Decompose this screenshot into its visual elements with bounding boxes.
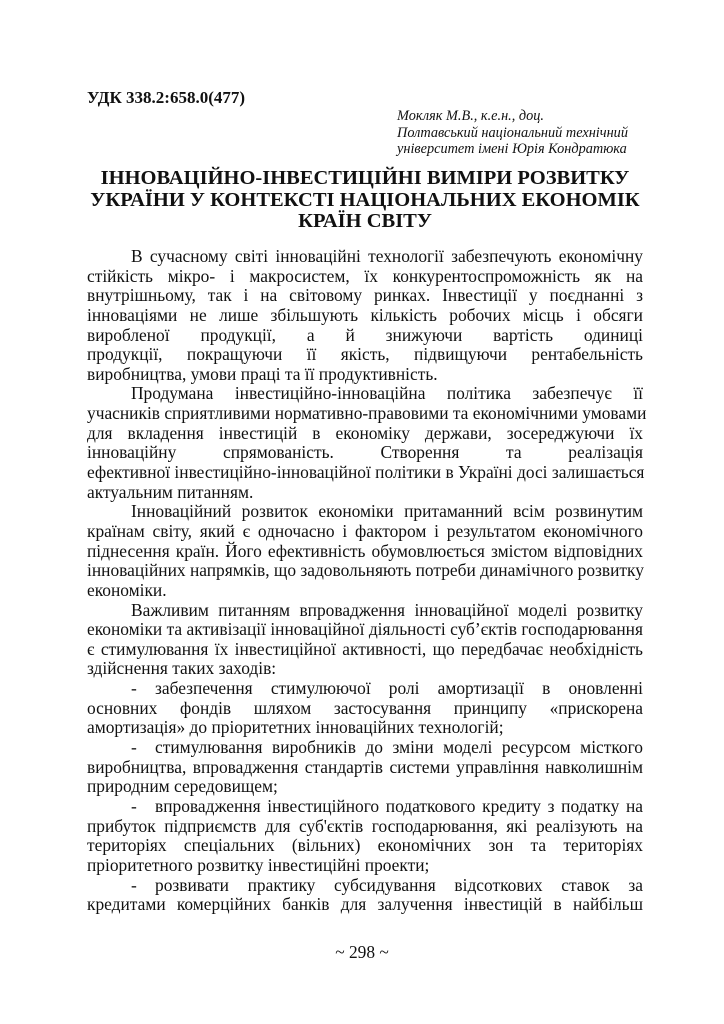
text-line: В сучасному світі інноваційні технології забезпечують економічну <box>131 246 643 266</box>
text-line: забезпечення стимулюючої ролі амортизації в оновленні <box>155 678 643 699</box>
list-dash-marker: - <box>131 795 137 816</box>
text-line: інноваціями не лише збільшують кількість робочих місць і обсяги <box>87 304 643 325</box>
text-line: амортизація» до пріоритетних інноваційних технологій; <box>87 717 504 738</box>
text-line: Інноваційний розвиток економіки притаманний всім розвинутим <box>131 501 643 522</box>
text-line: інноваційну спрямованість. Створення та реалізація <box>87 442 643 463</box>
text-line: піднесення країн. Його ефективність обумовлюється змістом відповідних <box>87 540 643 561</box>
author-block <box>397 108 628 158</box>
text-line: територіях спеціальних (вільних) економічних зон та територіях <box>87 835 643 856</box>
title-line: УКРАЇНИ У КОНТЕКСТІ НАЦІОНАЛЬНИХ ЕКОНОМІК <box>90 188 640 211</box>
text-line: економіки. <box>87 579 167 600</box>
text-line: для вкладення інвестицій в економіку держави, зосереджуючи їх <box>87 422 643 443</box>
text-line: виробленої продукції, а й знижуючи вартість одиниці <box>87 324 643 345</box>
title-line: ІННОВАЦІЙНО-ІНВЕСТИЦІЙНІ ВИМІРИ РОЗВИТКУ <box>100 167 630 189</box>
list-item <box>87 679 643 738</box>
article-title <box>87 168 643 233</box>
text-line: виробництва, впровадження стандартів системи управління навколишнім <box>87 756 643 777</box>
author-affiliation: університет імені Юрія Кондратюка <box>397 141 627 157</box>
text-line: пріоритетного розвитку інвестиційні проекти; <box>87 854 430 875</box>
text-line: здійснення таких заходів: <box>87 658 277 679</box>
text-line: Важливим питанням впровадження інноваційної моделі розвитку <box>131 599 643 620</box>
text-line: учасників сприятливими нормативно-правовими та економічними умовами <box>87 403 647 424</box>
article-body <box>87 246 647 915</box>
text-line: основних фондів шляхом застосування принципу «прискорена <box>87 697 643 718</box>
paragraph <box>87 247 643 384</box>
author-name: Мокляк М.В., к.е.н., доц. <box>397 108 545 124</box>
text-line: країнам світу, який є одночасно і фактором і результатом економічного <box>87 520 643 541</box>
author-affiliation: Полтавський національний технічний <box>397 124 628 141</box>
text-line: Продумана інвестиційно-інноваційна політика забезпечує її <box>131 383 643 404</box>
text-line: інноваційних напрямків, що задовольняють потреби динамічного розвитку <box>87 560 644 581</box>
list-item <box>87 797 643 876</box>
text-line: стійкість мікро- і макросистем, їх конкурентоспроможність як на <box>87 265 643 286</box>
text-line: прибуток підприємств для суб'єктів господарювання, які реалізують на <box>87 815 643 836</box>
text-line: розвивати практику субсидування відсоткових ставок за <box>155 874 643 895</box>
text-line: впровадження інвестиційного податкового кредиту з податку на <box>155 795 643 816</box>
paragraph <box>87 601 643 680</box>
udc-code: УДК 338.2:658.0(477) <box>87 88 246 107</box>
text-line: економіки та активізації інноваційної діяльності суб’єктів господарювання <box>87 619 643 640</box>
list-item <box>87 738 643 797</box>
text-line: виробництва, умови праці та її продуктивність. <box>87 363 438 384</box>
text-line: актуальним питанням. <box>87 481 254 502</box>
text-line: стимулювання виробників до зміни моделі ресурсом місткого <box>155 737 643 758</box>
list-dash-marker: - <box>131 678 137 699</box>
text-line: ефективної інвестиційно-інноваційної політики в Україні досі залишається <box>87 462 645 483</box>
list-item <box>87 876 643 915</box>
paragraph <box>87 383 647 502</box>
paragraph <box>87 502 643 600</box>
text-line: кредитами комерційних банків для залучення інвестицій в найбільш <box>87 894 643 915</box>
text-line: внутрішньому, так і на світовому ринках. Інвестиції у поєднанні з <box>87 285 643 306</box>
text-line: продукції, покращуючи її якість, підвищуючи рентабельність <box>87 344 643 365</box>
text-line: природним середовищем; <box>87 776 278 797</box>
text-line: є стимулювання їх інвестиційної активності, що передбачає необхідність <box>87 638 643 659</box>
page-number: ~ 298 ~ <box>335 942 389 962</box>
title-line: КРАЇН СВІТУ <box>298 210 432 232</box>
list-dash-marker: - <box>131 874 137 895</box>
list-dash-marker: - <box>131 737 137 758</box>
